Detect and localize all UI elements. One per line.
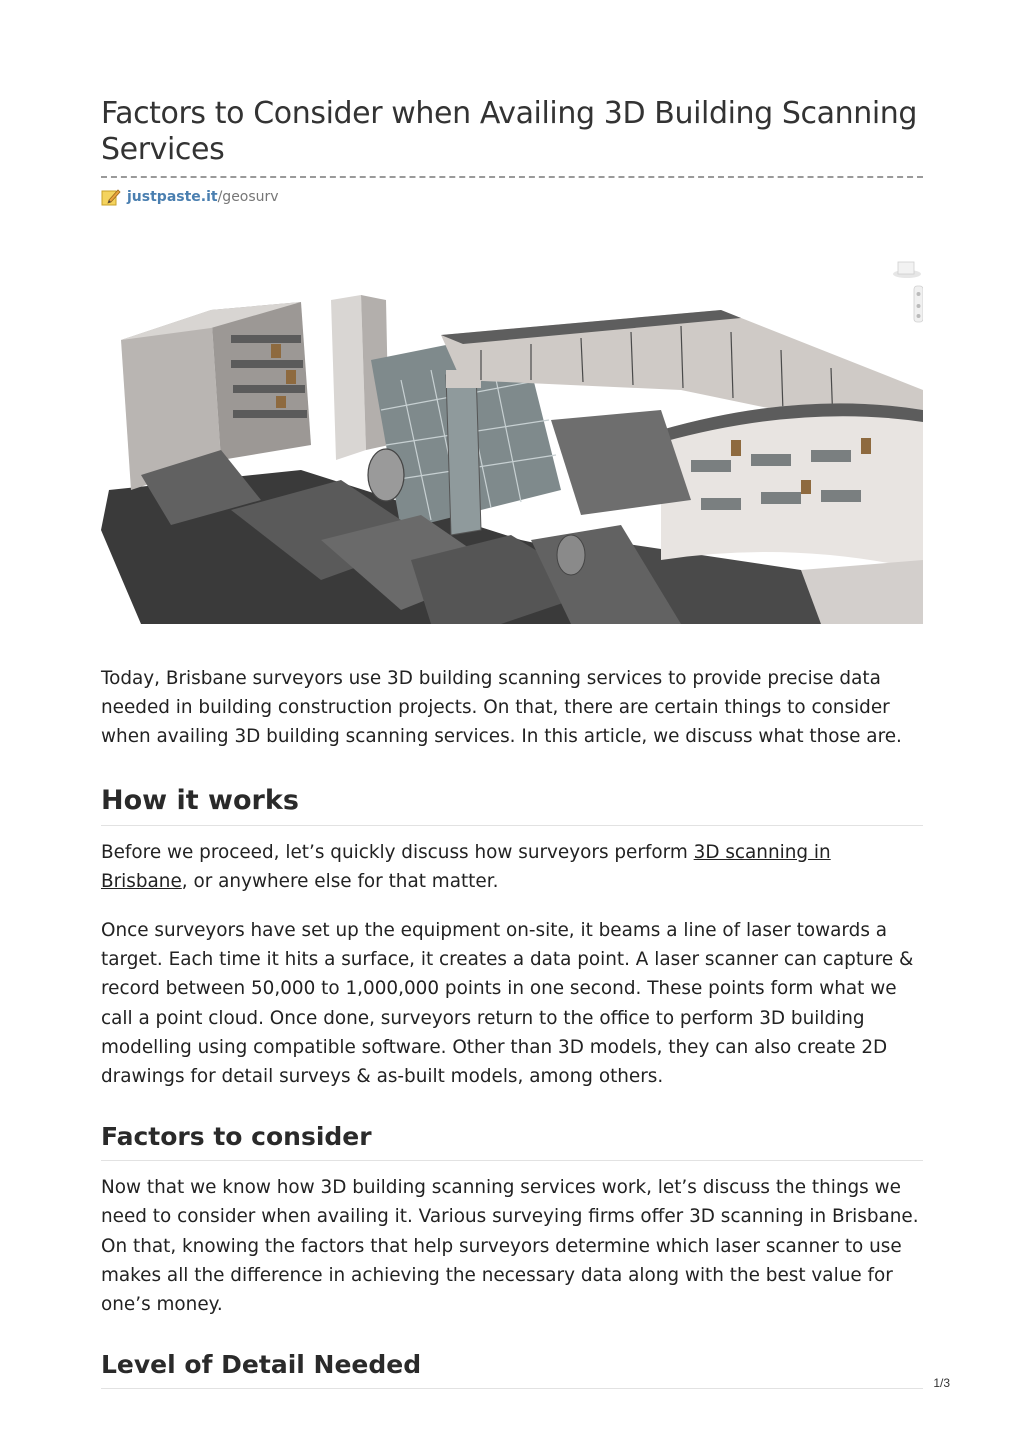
- page-number: 1/3: [933, 1376, 950, 1390]
- section-heading-level-of-detail: Level of Detail Needed: [101, 1348, 923, 1389]
- intro-paragraph: Today, Brisbane surveyors use 3D building scanning services to provide precise data needed in building construction projects. On that, there are certain things to consider when availing 3D building scanning services. In this article, we discuss what those are.: [101, 668, 902, 748]
- how-it-works-paragraph-2: Once surveyors have set up the equipment on-site, it beams a line of laser towards a target. Each time it hits a surface, it creates a data point. A laser scanner can capture & record between 50,000 to 1,000,000 points in one second. These points form what we call a point cloud. Once done, surveyors return to the office to perform 3D building modelling using compatible software. Other than 3D models, they can also create 2D drawings for detail surveys & as-built models, among others.: [101, 920, 914, 1088]
- source-site-link[interactable]: justpaste.it: [127, 189, 218, 205]
- how-it-works-paragraph-1: Before we proceed, let’s quickly discuss how surveyors perform 3D scanning in Brisbane, or anywhere else for that matter.: [101, 841, 831, 892]
- 3d-scanning-brisbane-link[interactable]: 3D scanning in Brisbane: [101, 841, 831, 892]
- viewer-navbar-icon: [914, 286, 923, 322]
- source-path: /geosurv: [217, 189, 279, 205]
- factors-paragraph-1: Now that we know how 3D building scanning services work, let’s discuss the things we need to consider when availing it. Various surveying firms offer 3D scanning in Brisbane. On that, knowing the factors that help surveyors determine which laser scanner to use makes all the difference in achieving the necessary data along with the best value for one’s money.: [101, 1177, 919, 1316]
- section-heading-how-it-works: How it works: [101, 783, 923, 826]
- section-heading-factors: Factors to consider: [101, 1120, 923, 1161]
- pencil-note-icon: [101, 188, 121, 206]
- hero-image: [101, 240, 923, 624]
- article: [101, 96, 923, 1389]
- page-title: Factors to Consider when Availing 3D Building Scanning Services: [101, 96, 923, 178]
- source-line: [101, 187, 923, 207]
